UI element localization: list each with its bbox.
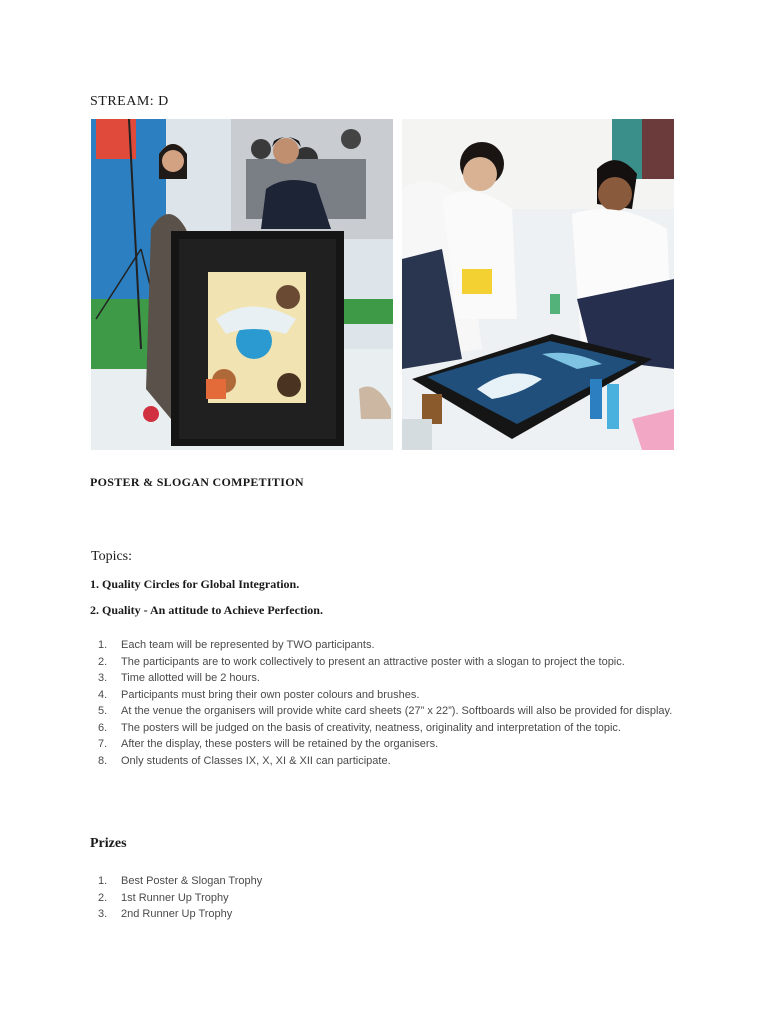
prizes-heading: Prizes [90, 836, 127, 851]
students-painting-poster-photo [402, 119, 674, 450]
topics-heading: Topics: [91, 549, 133, 564]
prizes-list [90, 873, 674, 923]
students-holding-poster-photo [91, 119, 393, 450]
list-item: 7. After the display, these posters will be retained by the organisers. [98, 738, 439, 750]
list-item: 3. Time allotted will be 2 hours. [98, 672, 260, 684]
topic-item-2: 2. Quality - An attitude to Achieve Perfection. [90, 603, 323, 617]
list-item: 3. 2nd Runner Up Trophy [98, 908, 233, 920]
list-item: 1. Each team will be represented by TWO participants. [98, 639, 375, 651]
list-item: 1. Best Poster & Slogan Trophy [98, 875, 263, 887]
rules-list [90, 637, 674, 769]
list-item: 8. Only students of Classes IX, X, XI & XII can participate. [98, 754, 391, 767]
list-item: 4. Participants must bring their own poster colours and brushes. [98, 688, 420, 701]
list-item: 5. At the venue the organisers will provide white card sheets (27” x 22”). Softboards will also be provided for display. [98, 705, 673, 717]
list-item: 2. The participants are to work collectively to present an attractive poster with a slogan to project the topic. [98, 655, 625, 668]
competition-title: POSTER & SLOGAN COMPETITION [90, 475, 304, 489]
list-item: 6. The posters will be judged on the basis of creativity, neatness, originality and interpretation of the topic. [98, 721, 621, 734]
topic-item-1: 1. Quality Circles for Global Integration. [90, 577, 300, 591]
list-item: 2. 1st Runner Up Trophy [98, 891, 229, 904]
stream-heading: STREAM: D [90, 94, 169, 109]
